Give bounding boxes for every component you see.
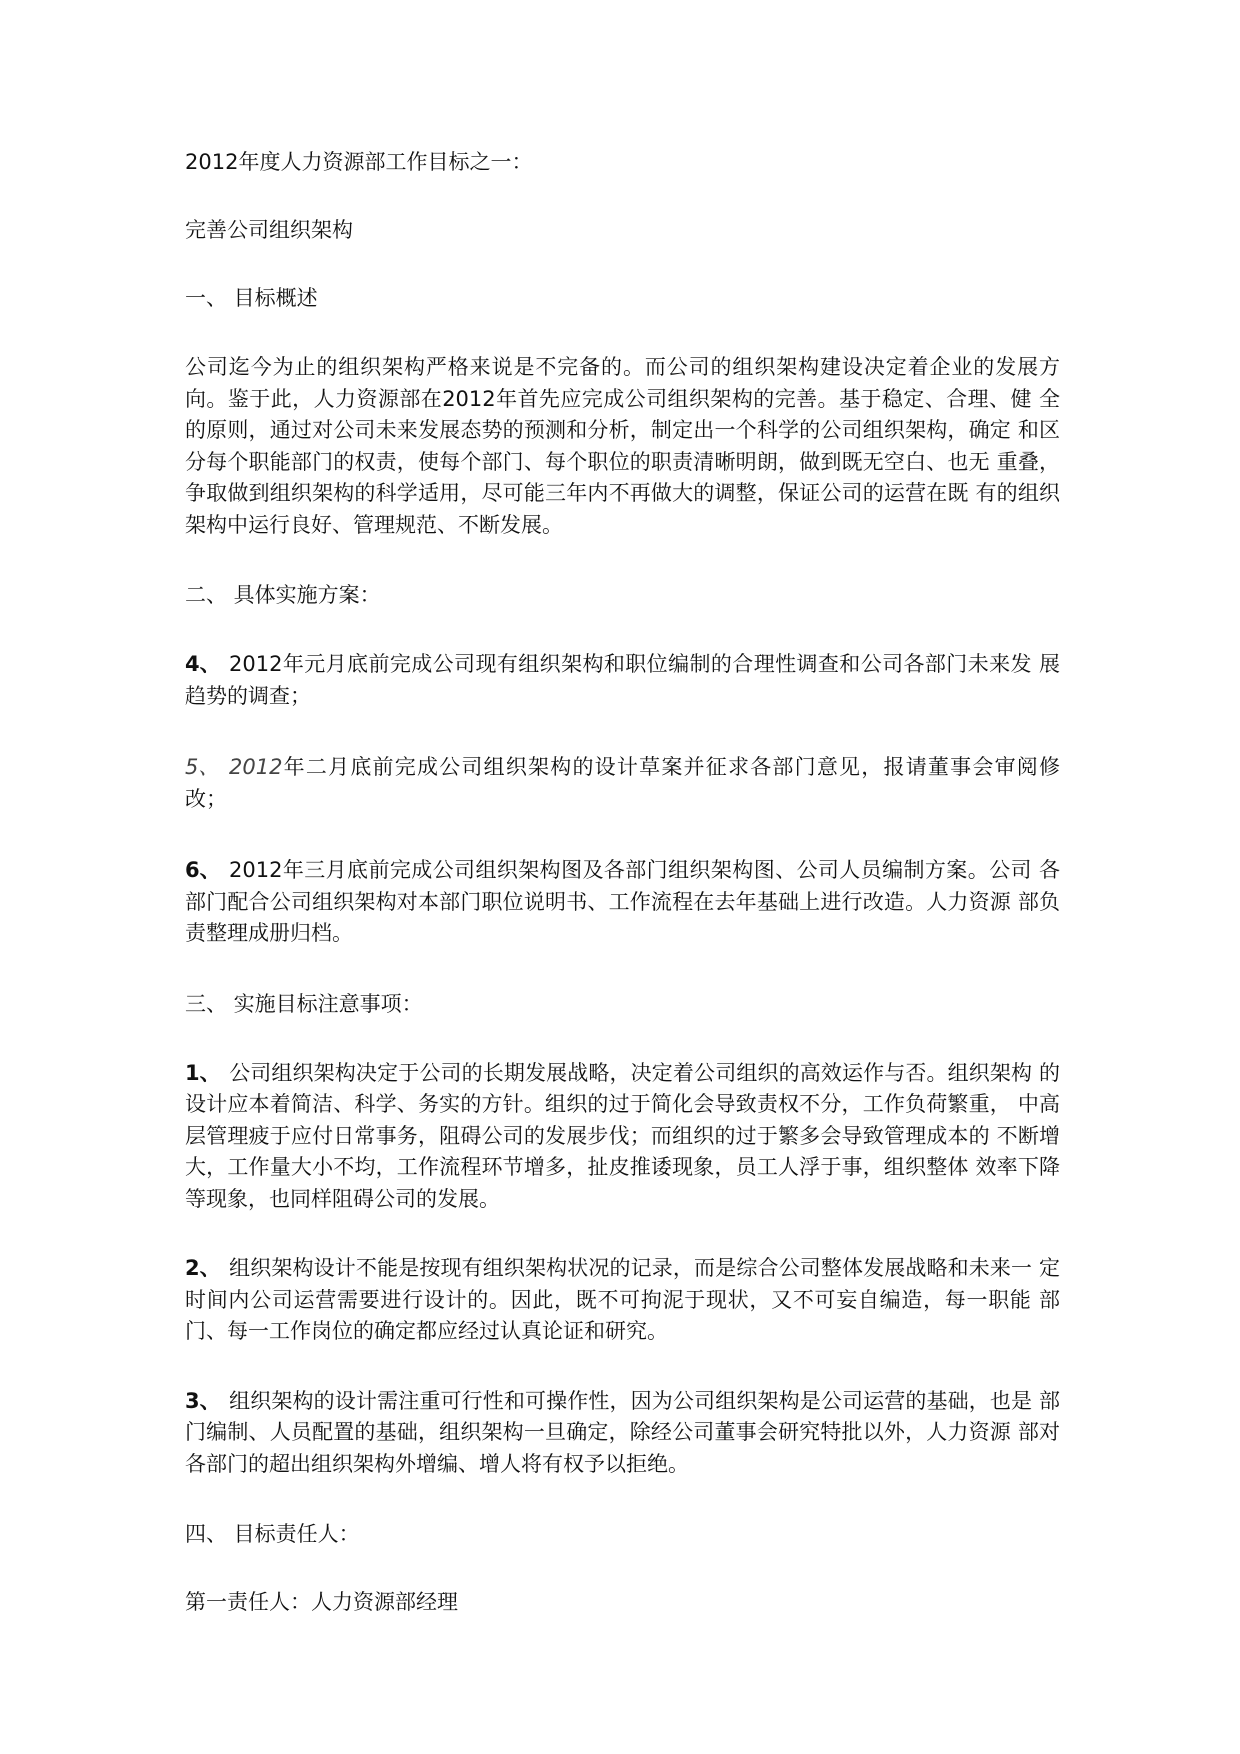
- section-3-heading: 三、 实施目标注意事项：: [185, 991, 423, 1016]
- plan-item-6-text: 2012年三月底前完成公司组织架构图及各部门组织架构图、公司人员编制方案。公司 各部门配合公司组织架构对本部门职位说明书、工作流程在去年基础上进行改造。人力资源 部负责整理成册归档。: [185, 858, 1060, 945]
- note-item-3-text: 组织架构的设计需注重可行性和可操作性，因为公司组织架构是公司运营的基础，也是 部门编制、人员配置的基础，组织架构一旦确定，除经公司董事会研究特批以外，人力资源 部对各部门的超出组织架构外增编、增人将有权予以拒绝。: [185, 1388, 1060, 1476]
- note-item-2-text: 组织架构设计不能是按现有组织架构状况的记录，而是综合公司整体发展战略和未来一 定时间内公司运营需要进行设计的。因此，既不可拘泥于现状，又不可妄自编造，每一职能 部门、每一工作岗位的确定都应经过认真论证和研究。: [185, 1256, 1060, 1343]
- note-item-1: [185, 1058, 1060, 1216]
- section-1-body: 公司迄今为止的组织架构严格来说是不完备的。而公司的组织架构建设决定着企业的发展方 向。鉴于此，人力资源部在2012年首先应完成公司组织架构的完善。基于稳定、合理、健 全的原则，通过对公司未来发展态势的预测和分析，制定出一个科学的公司组织架构，确定 和区分每个职能部门的权责，使每个部门、每个职位的职责清晰明朗，做到既无空白、也无 重叠，争取做到组织架构的科学适用，尽可能三年内不再做大的调整，保证公司的运营在既 有的组织架构中运行良好、管理规范、不断发展。: [185, 355, 1060, 537]
- plan-item-5-year: 2012: [229, 755, 283, 779]
- note-item-2-number: 2、: [185, 1256, 221, 1280]
- note-item-3: [185, 1386, 1060, 1481]
- plan-item-5-text: 年二月底前完成公司组织架构的设计草案并征求各部门意见，报请董事会审阅修 改；: [185, 755, 1060, 811]
- note-item-1-number: 1、: [185, 1060, 221, 1085]
- plan-item-6: [185, 855, 1060, 950]
- plan-item-6-number: 6、: [185, 858, 221, 882]
- document-title: 2012年度人力资源部工作目标之一：: [185, 150, 533, 174]
- section-2-heading: 二、 具体实施方案：: [185, 583, 381, 607]
- note-item-1-text: 公司组织架构决定于公司的长期发展战略，决定着公司组织的高效运作与否。组织架构 的设计应本着简洁、科学、务实的方针。组织的过于简化会导致责权不分，工作负荷繁重， 中高层管理疲于应付日常事务，阻碍公司的发展步伐；而组织的过于繁多会导致管理成本的 不断增大，工作量大小不均，工作流程环节增多，扯皮推诿现象，员工人浮于事，组织整体 效率下降等现象，也同样阻碍公司的发展。: [185, 1060, 1060, 1211]
- document-subtitle: 完善公司组织架构: [185, 218, 353, 242]
- note-item-2: [185, 1253, 1060, 1348]
- plan-item-5-number: 5、: [185, 755, 220, 779]
- section-4-heading: 四、 目标责任人：: [185, 1522, 360, 1546]
- responsible-person: 第一责任人：人力资源部经理: [185, 1590, 458, 1614]
- note-item-3-number: 3、: [185, 1388, 221, 1413]
- plan-item-4-text: 2012年元月底前完成公司现有组织架构和职位编制的合理性调查和公司各部门未来发 展趋势的调查；: [185, 652, 1060, 708]
- plan-item-4-number: 4、: [185, 652, 221, 676]
- plan-item-4: [185, 649, 1060, 712]
- section-1-heading: 一、 目标概述: [185, 286, 318, 310]
- plan-item-5: [185, 752, 1060, 815]
